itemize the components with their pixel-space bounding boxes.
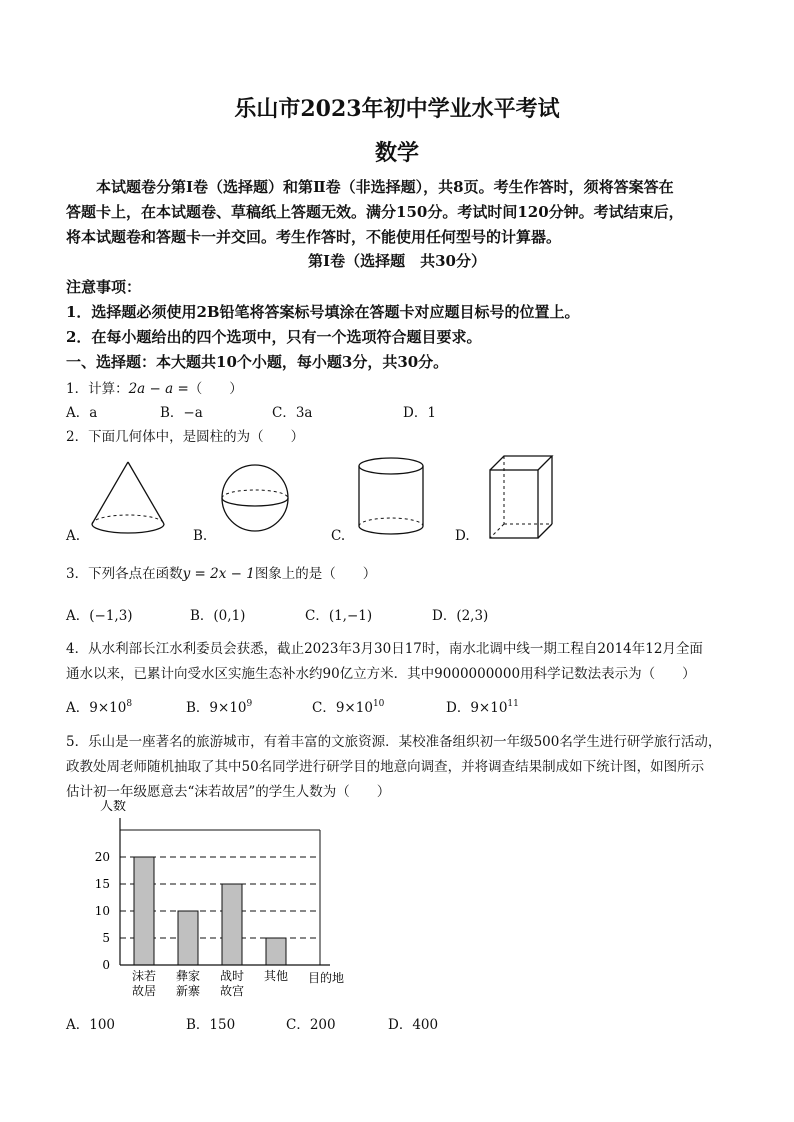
- option-exponent: 10: [372, 699, 385, 709]
- question-5-line-3: 估计初一年级愿意去“沫若故居”的学生人数为（ ）: [66, 784, 391, 800]
- question-3-option-b[interactable]: B．(0,1): [190, 608, 246, 624]
- question-3-option-d[interactable]: D．(2,3): [432, 608, 489, 624]
- question-4-line-1: 4．从水利部长江水利委员会获悉，截止2023年3月30日17时，南水北调中线一期工程自2014年12月全面: [66, 641, 703, 657]
- question-4-option-d[interactable]: [446, 696, 519, 716]
- question-4-option-a[interactable]: [66, 696, 132, 716]
- option-mantissa: 9×10: [335, 700, 373, 716]
- y-tick-label: 0: [102, 958, 110, 972]
- question-5-option-a[interactable]: A．100: [66, 1017, 116, 1033]
- notice-item-1: 1．选择题必须使用2B铅笔将答案标号填涂在答题卡对应题目标号的位置上。: [66, 303, 580, 321]
- question-5-line-2: 政教处周老师随机抽取了其中50名同学进行研学目的地意向调查，并将调查结果制成如下统计图，如图所示: [66, 759, 705, 775]
- cone-icon: [86, 458, 170, 538]
- option-label: D．: [446, 700, 471, 716]
- x-tick-label: 故宫: [219, 984, 245, 998]
- x-tick-label: 彝家: [175, 969, 201, 983]
- option-label: B．: [186, 700, 210, 716]
- question-2-option-b[interactable]: B.: [193, 528, 208, 544]
- exam-title: 乐山市2023年初中学业水平考试: [234, 96, 560, 122]
- question-3-option-a[interactable]: A．(−1,3): [66, 608, 133, 624]
- question-3-stem: [66, 562, 376, 582]
- option-mantissa: 9×10: [89, 700, 127, 716]
- cube-icon: [486, 452, 556, 542]
- x-tick-label: 新寨: [175, 984, 201, 998]
- question-1-option-d[interactable]: D．1: [403, 405, 436, 421]
- question-3-option-c[interactable]: C．(1,−1): [305, 608, 373, 624]
- bar: [134, 857, 154, 965]
- intro-line-2: 答题卡上，在本试题卷、草稿纸上答题无效。满分150分。考试时间120分钟。考试结束后，: [66, 203, 684, 221]
- cylinder-icon: [355, 456, 427, 538]
- question-4-option-b[interactable]: [186, 696, 252, 716]
- question-5-option-b[interactable]: B．150: [186, 1017, 236, 1033]
- bar: [222, 884, 242, 965]
- question-2-option-c[interactable]: C.: [331, 528, 346, 544]
- option-mantissa: 9×10: [470, 700, 508, 716]
- question-1-prefix: 1．计算：: [66, 381, 129, 397]
- y-tick-label: 20: [94, 850, 110, 864]
- x-axis-title: 目的地: [308, 971, 345, 985]
- question-1-suffix: （ ）: [188, 381, 243, 397]
- option-exponent: 11: [507, 699, 519, 709]
- sphere-icon: [220, 463, 290, 533]
- notice-item-2: 2．在每小题给出的四个选项中，只有一个选项符合题目要求。: [66, 328, 482, 346]
- question-3-suffix: 图象上的是（ ）: [254, 566, 377, 582]
- y-tick-label: 5: [102, 931, 110, 945]
- exam-subject: 数学: [374, 140, 419, 166]
- question-4-line-2: 通水以来，已累计向受水区实施生态补水约90亿立方米．其中9000000000用科学记数法表示为（ ）: [66, 666, 696, 682]
- notice-heading: 注意事项：: [66, 278, 142, 296]
- option-label: C．: [312, 700, 336, 716]
- question-1-option-c[interactable]: C．3a: [272, 405, 313, 421]
- question-1-expression: 2a − a =: [128, 381, 189, 397]
- question-5-option-c[interactable]: C．200: [286, 1017, 336, 1033]
- question-5-line-1: 5．乐山是一座著名的旅游城市，有着丰富的文旅资源．某校准备组织初一年级500名学生进行研学旅行活动，: [66, 734, 722, 750]
- bar: [266, 938, 286, 965]
- x-tick-label: 其他: [263, 969, 289, 983]
- question-2-stem: 2．下面几何体中，是圆柱的为（ ）: [66, 429, 305, 445]
- question-5-option-d[interactable]: D．400: [388, 1017, 439, 1033]
- option-exponent: 8: [126, 699, 133, 709]
- x-tick-label: 战时: [219, 969, 245, 983]
- question-3-prefix: 3．下列各点在函数: [66, 566, 183, 582]
- option-label: A．: [66, 700, 90, 716]
- bar-chart: [76, 800, 376, 1010]
- intro-line-3: 将本试题卷和答题卡一并交回。考生作答时，不能使用任何型号的计算器。: [66, 228, 562, 246]
- question-1-option-b[interactable]: B．−a: [160, 405, 203, 421]
- question-1-stem: [66, 377, 243, 397]
- section-heading: 一、选择题：本大题共10个小题，每小题3分，共30分。: [66, 353, 449, 371]
- question-3-expression: y = 2x − 1: [182, 566, 255, 582]
- option-mantissa: 9×10: [209, 700, 247, 716]
- y-axis-title: 人数: [100, 800, 127, 814]
- question-2-option-a[interactable]: A.: [66, 528, 81, 544]
- x-tick-label: 沫若: [131, 969, 157, 983]
- bar: [178, 911, 198, 965]
- x-tick-label: 故居: [131, 984, 157, 998]
- part1-heading: 第Ⅰ卷（选择题 共30分）: [308, 252, 486, 270]
- intro-line-1: 本试题卷分第Ⅰ卷（选择题）和第Ⅱ卷（非选择题），共8页。考生作答时，须将答案答在: [96, 178, 674, 196]
- question-4-option-c[interactable]: [312, 696, 384, 716]
- option-exponent: 9: [246, 699, 253, 709]
- y-tick-label: 10: [94, 904, 110, 918]
- question-2-option-d[interactable]: D.: [455, 528, 470, 544]
- question-1-option-a[interactable]: A．a: [66, 405, 98, 421]
- y-tick-label: 15: [94, 877, 110, 891]
